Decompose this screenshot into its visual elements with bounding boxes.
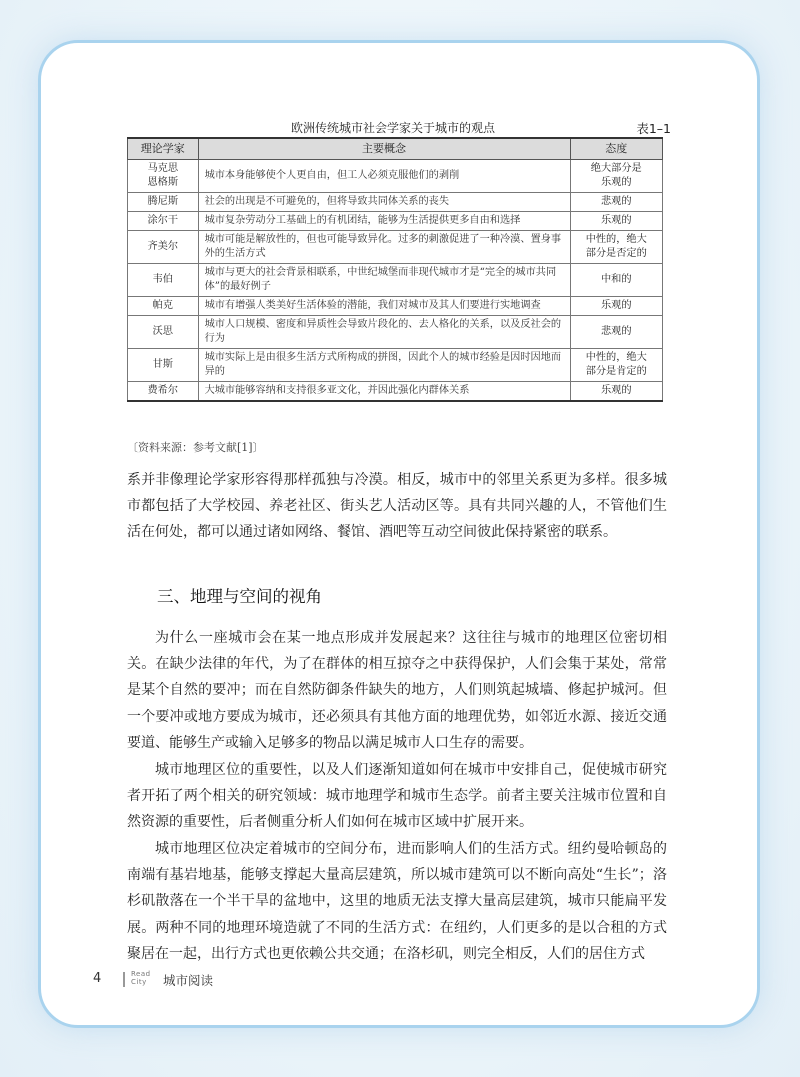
cell-attitude: 悲观的	[570, 316, 662, 349]
cell-attitude: 悲观的	[570, 193, 662, 212]
cell-attitude: 绝大部分是 乐观的	[570, 160, 662, 193]
cell-theorist: 帕克	[128, 297, 199, 316]
cell-concept: 城市复杂劳动分工基础上的有机团结，能够为生活提供更多自由和选择	[198, 212, 570, 231]
cell-theorist: 沃思	[128, 316, 199, 349]
cell-concept: 城市实际上是由很多生活方式所构成的拼图，因此个人的城市经验是因时因地而异的	[198, 349, 570, 382]
page-frame	[38, 40, 760, 1028]
header-theorist: 理论学家	[128, 138, 199, 160]
page-number: 4	[93, 971, 102, 986]
table-row	[128, 212, 663, 231]
cell-concept: 大城市能够容纳和支持很多亚文化，并因此强化内群体关系	[198, 382, 570, 402]
paragraph-4: 城市地理区位决定着城市的空间分布，进而影响人们的生活方式。纽约曼哈顿岛的南端有基岩地基，能够支撑起大量高层建筑，所以城市建筑可以不断向高处“生长”；洛杉矶散落在一个半干旱的盆地中，这里的地质无法支撑大量高层建筑，城市只能扁平发展。两种不同的地理环境造就了不同的生活方式：在纽约，人们更多的是以合租的方式聚居在一起，出行方式也更依赖公共交通；在洛杉矶，则完全相反，人们的居住方式	[127, 841, 667, 962]
sociologists-table	[127, 137, 663, 402]
footer-brand-cn: 城市阅读	[163, 973, 214, 988]
table-number: 表1–1	[636, 121, 671, 136]
cell-attitude: 中性的，绝大 部分是否定的	[570, 231, 662, 264]
cell-concept: 城市与更大的社会背景相联系，中世纪城堡而非现代城市才是“完全的城市共同体”的最好例子	[198, 264, 570, 297]
cell-attitude: 乐观的	[570, 297, 662, 316]
cell-attitude: 乐观的	[570, 382, 662, 402]
cell-attitude: 中和的	[570, 264, 662, 297]
cell-theorist: 费希尔	[128, 382, 199, 402]
table-row	[128, 231, 663, 264]
cell-theorist: 甘斯	[128, 349, 199, 382]
table-row	[128, 264, 663, 297]
paragraph-1: 系并非像理论学家形容得那样孤独与冷漠。相反，城市中的邻里关系更为多样。很多城市都包括了大学校园、养老社区、街头艺人活动区等。具有共同兴趣的人，不管他们生活在何处，都可以通过诸如网络、餐馆、酒吧等互动空间彼此保持紧密的联系。	[127, 472, 667, 541]
brand-en-line-1: Read	[131, 970, 151, 978]
cell-concept: 城市本身能够使个人更自由，但工人必须克服他们的剥削	[198, 160, 570, 193]
cell-theorist: 涂尔干	[128, 212, 199, 231]
document-page	[41, 43, 757, 1025]
table-row	[128, 193, 663, 212]
footer-divider	[123, 972, 128, 987]
cell-theorist: 韦伯	[128, 264, 199, 297]
paragraph-3: 城市地理区位的重要性，以及人们逐渐知道如何在城市中安排自己，促使城市研究者开拓了两个相关的研究领域：城市地理学和城市生态学。前者主要关注城市位置和自然资源的重要性，后者侧重分析人们如何在城市区域中扩展开来。	[127, 762, 667, 831]
table-caption	[131, 115, 681, 139]
table-header-row	[128, 138, 663, 160]
cell-theorist: 腾尼斯	[128, 193, 199, 212]
cell-theorist: 马克思 恩格斯	[128, 160, 199, 193]
table-row	[128, 160, 663, 193]
cell-concept: 城市可能是解放性的，但也可能导致异化。过多的刺激促进了一种冷漠、置身事外的生活方式	[198, 231, 570, 264]
table-row	[128, 382, 663, 402]
cell-attitude: 乐观的	[570, 212, 662, 231]
cell-attitude: 中性的，绝大 部分是肯定的	[570, 349, 662, 382]
cell-concept: 社会的出现是不可避免的，但将导致共同体关系的丧失	[198, 193, 570, 212]
table-row	[128, 316, 663, 349]
header-concept: 主要概念	[198, 138, 570, 160]
table-row	[128, 349, 663, 382]
paragraph-2: 为什么一座城市会在某一地点形成并发展起来？这往往与城市的地理区位密切相关。在缺少法律的年代，为了在群体的相互掠夺之中获得保护，人们会集于某处，常常是某个自然的要冲；而在自然防御条件缺失的地方，人们则筑起城墙、修起护城河。但一个要冲或地方要成为城市，还必须具有其他方面的地理优势，如邻近水源、接近交通要道、能够生产或输入足够多的物品以满足城市人口生存的需要。	[127, 630, 667, 751]
cell-concept: 城市人口规模、密度和异质性会导致片段化的、去人格化的关系，以及反社会的行为	[198, 316, 570, 349]
cell-concept: 城市有增强人类美好生活体验的潜能，我们对城市及其人们要进行实地调查	[198, 297, 570, 316]
footer-brand-en	[131, 970, 151, 986]
table-title: 欧洲传统城市社会学家关于城市的观点	[291, 121, 496, 135]
table-body	[128, 160, 663, 402]
brand-en-line-2: City	[131, 978, 147, 986]
section-heading: 三、地理与空间的视角	[157, 587, 322, 606]
header-attitude: 态度	[570, 138, 662, 160]
table-source: 〔资料来源：参考文献[1]〕	[127, 441, 264, 454]
table-row	[128, 297, 663, 316]
cell-theorist: 齐美尔	[128, 231, 199, 264]
